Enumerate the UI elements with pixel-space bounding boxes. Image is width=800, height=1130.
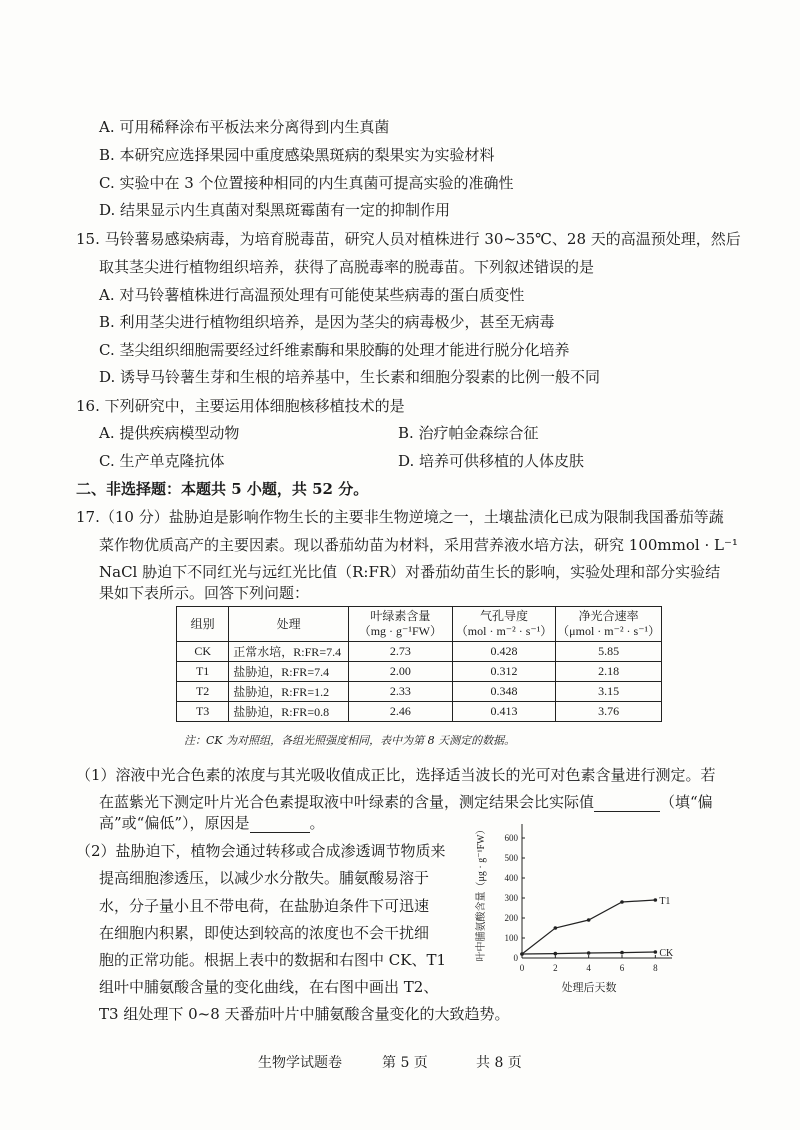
header-treatment: 处理 (229, 607, 349, 642)
q17-stem-line4: 果如下表所示。回答下列问题： (99, 584, 310, 602)
y-axis-label: 叶中脯氨酸含量（μg · g⁻¹FW） (476, 824, 487, 962)
q17-part1-line1: （1）溶液中光合色素的浓度与其光吸收值成正比，选择适当波长的光可对色素含量进行测定。若 (76, 766, 716, 784)
y-tick-label: 100 (504, 933, 518, 943)
q17-part1-line3-text: 高”或“偏低”），原因是 (99, 814, 250, 832)
cell-stomatal: 0.348 (452, 682, 556, 702)
footer-subject: 生物学试题卷 (258, 1055, 342, 1071)
q17-part1-line2 (99, 792, 713, 812)
experiment-table (176, 606, 662, 722)
cell-photosynthesis: 3.15 (556, 682, 662, 702)
q16-option-c: C. 生产单克隆抗体 (99, 452, 225, 470)
data-point-t1 (554, 926, 558, 930)
data-point-ck (654, 950, 658, 954)
table-note: 注：CK 为对照组，各组光照强度相同，表中为第 8 天测定的数据。 (184, 734, 516, 747)
q16-option-b: B. 治疗帕金森综合征 (398, 424, 539, 442)
data-point-ck (587, 951, 591, 955)
answer-blank-2[interactable] (250, 816, 310, 833)
data-point-t1 (654, 898, 658, 902)
series-label-t1: T1 (659, 896, 671, 907)
series-line-t1 (522, 900, 655, 954)
proline-line-chart[interactable] (468, 818, 698, 1008)
y-tick-label: 600 (504, 833, 518, 843)
cell-photosynthesis: 2.18 (556, 662, 662, 682)
cell-treatment: 盐胁迫，R:FR=1.2 (229, 682, 349, 702)
x-tick-label: 8 (653, 963, 658, 973)
q17-part2-line3: 水，分子量小且不带电荷，在盐胁迫条件下可迅速 (99, 897, 430, 915)
q14-option-c: C. 实验中在 3 个位置接种相同的内生真菌可提高实验的准确性 (99, 174, 514, 192)
q16-option-d: D. 培养可供移植的人体皮肤 (398, 452, 585, 470)
data-point-t1 (620, 900, 624, 904)
q17-part2-line7: T3 组处理下 0~8 天番茄叶片中脯氨酸含量变化的大致趋势。 (99, 1005, 510, 1023)
header-chlorophyll (348, 607, 452, 642)
x-tick-label: 6 (619, 963, 625, 973)
header-photosynthesis-name: 净光合速率 (578, 609, 639, 623)
cell-chlorophyll: 2.33 (348, 682, 452, 702)
y-tick-label: 200 (504, 913, 518, 923)
x-tick-label: 0 (519, 963, 525, 973)
cell-treatment: 盐胁迫，R:FR=0.8 (229, 702, 349, 722)
cell-group: T3 (177, 702, 229, 722)
header-chlorophyll-name: 叶绿素含量 (370, 609, 431, 623)
x-tick-label: 4 (586, 963, 591, 973)
table-row (177, 662, 662, 682)
y-tick-label: 500 (504, 853, 518, 863)
cell-stomatal: 0.312 (452, 662, 556, 682)
q15-option-c: C. 茎尖组织细胞需要经过纤维素酶和果胶酶的处理才能进行脱分化培养 (99, 341, 570, 359)
header-chlorophyll-unit: （mg · g⁻¹FW） (358, 624, 442, 638)
y-tick-label: 0 (513, 953, 518, 963)
q14-option-b: B. 本研究应选择果园中重度感染黑斑病的梨果实为实验材料 (99, 146, 495, 164)
q15-stem-line1: 15. 马铃薯易感染病毒，为培育脱毒苗，研究人员对植株进行 30~35℃、28 天的高温预处理，然后 (76, 230, 741, 248)
y-tick-label: 400 (504, 873, 518, 883)
q15-option-a: A. 对马铃薯植株进行高温预处理有可能使某些病毒的蛋白质变性 (99, 286, 525, 304)
footer-page: 第 5 页 (382, 1055, 428, 1071)
q15-option-d: D. 诱导马铃薯生芽和生根的培养基中，生长素和细胞分裂素的比例一般不同 (99, 368, 601, 386)
q17-part1-line2-tail: （填“偏 (660, 793, 713, 811)
cell-group: T1 (177, 662, 229, 682)
q17-part2-line6: 组叶中脯氨酸含量的变化曲线，在右图中画出 T2、 (99, 978, 439, 996)
cell-chlorophyll: 2.46 (348, 702, 452, 722)
section-heading: 二、非选择题：本题共 5 小题，共 52 分。 (76, 480, 369, 498)
cell-treatment: 正常水培，R:FR=7.4 (229, 642, 349, 662)
series-label-ck: CK (659, 948, 674, 959)
q16-stem: 16. 下列研究中，主要运用体细胞核移植技术的是 (76, 397, 405, 415)
cell-treatment: 盐胁迫，R:FR=7.4 (229, 662, 349, 682)
data-point-ck (554, 952, 558, 956)
table-header-row (177, 607, 662, 642)
header-stomatal (452, 607, 556, 642)
q15-option-b: B. 利用茎尖进行植物组织培养，是因为茎尖的病毒极少，甚至无病毒 (99, 313, 555, 331)
q17-part1-line2-text: 在蓝紫光下测定叶片光合色素提取液中叶绿素的含量，测定结果会比实际值 (99, 793, 595, 811)
cell-group: CK (177, 642, 229, 662)
q14-option-d: D. 结果显示内生真菌对梨黑斑霉菌有一定的抑制作用 (99, 201, 451, 219)
q17-part2-line1: （2）盐胁迫下，植物会通过转移或合成渗透调节物质来 (76, 842, 446, 860)
data-point-ck (620, 951, 624, 955)
y-tick-label: 300 (504, 893, 518, 903)
data-point-t1 (587, 918, 591, 922)
q16-option-a: A. 提供疾病模型动物 (99, 424, 240, 442)
cell-group: T2 (177, 682, 229, 702)
cell-photosynthesis: 3.76 (556, 702, 662, 722)
cell-chlorophyll: 2.73 (348, 642, 452, 662)
q17-stem-line3: NaCl 胁迫下不同红光与远红光比值（R:FR）对番茄幼苗生长的影响，实验处理和部分实验结 (99, 563, 721, 581)
table-row (177, 642, 662, 662)
q17-part1-line3 (99, 813, 325, 833)
q17-part2-line5: 胞的正常功能。根据上表中的数据和右图中 CK、T1 (99, 951, 447, 969)
header-stomatal-unit: （mol · m⁻² · s⁻¹） (455, 624, 553, 638)
q17-part2-line2: 提高细胞渗透压，以减少水分散失。脯氨酸易溶于 (99, 869, 430, 887)
header-photosynthesis (556, 607, 662, 642)
q17-part2-line4: 在细胞内积累，即使达到较高的浓度也不会干扰细 (99, 924, 430, 942)
q17-stem-line2: 菜作物优质高产的主要因素。现以番茄幼苗为材料，采用营养液水培方法，研究 100mmol · L⁻¹ (99, 536, 738, 554)
header-group: 组别 (177, 607, 229, 642)
header-stomatal-name: 气孔导度 (480, 609, 529, 623)
data-point-ck (520, 952, 524, 956)
table-row (177, 702, 662, 722)
footer-total: 共 8 页 (476, 1055, 522, 1071)
q15-stem-line2: 取其茎尖进行植物组织培养，获得了高脱毒率的脱毒苗。下列叙述错误的是 (99, 258, 595, 276)
cell-photosynthesis: 5.85 (556, 642, 662, 662)
cell-chlorophyll: 2.00 (348, 662, 452, 682)
x-axis-label: 处理后天数 (561, 982, 617, 994)
q17-part1-line3-tail: 。 (309, 814, 325, 832)
header-photosynthesis-unit: （μmol · m⁻² · s⁻¹） (557, 624, 661, 638)
cell-stomatal: 0.428 (452, 642, 556, 662)
answer-blank-1[interactable] (594, 795, 660, 812)
x-tick-label: 2 (553, 963, 558, 973)
table-row (177, 682, 662, 702)
q14-option-a: A. 可用稀释涂布平板法来分离得到内生真菌 (99, 118, 390, 136)
q17-stem-line1: 17.（10 分）盐胁迫是影响作物生长的主要非生物逆境之一，土壤盐渍化已成为限制我国番茄等蔬 (76, 508, 724, 526)
cell-stomatal: 0.413 (452, 702, 556, 722)
